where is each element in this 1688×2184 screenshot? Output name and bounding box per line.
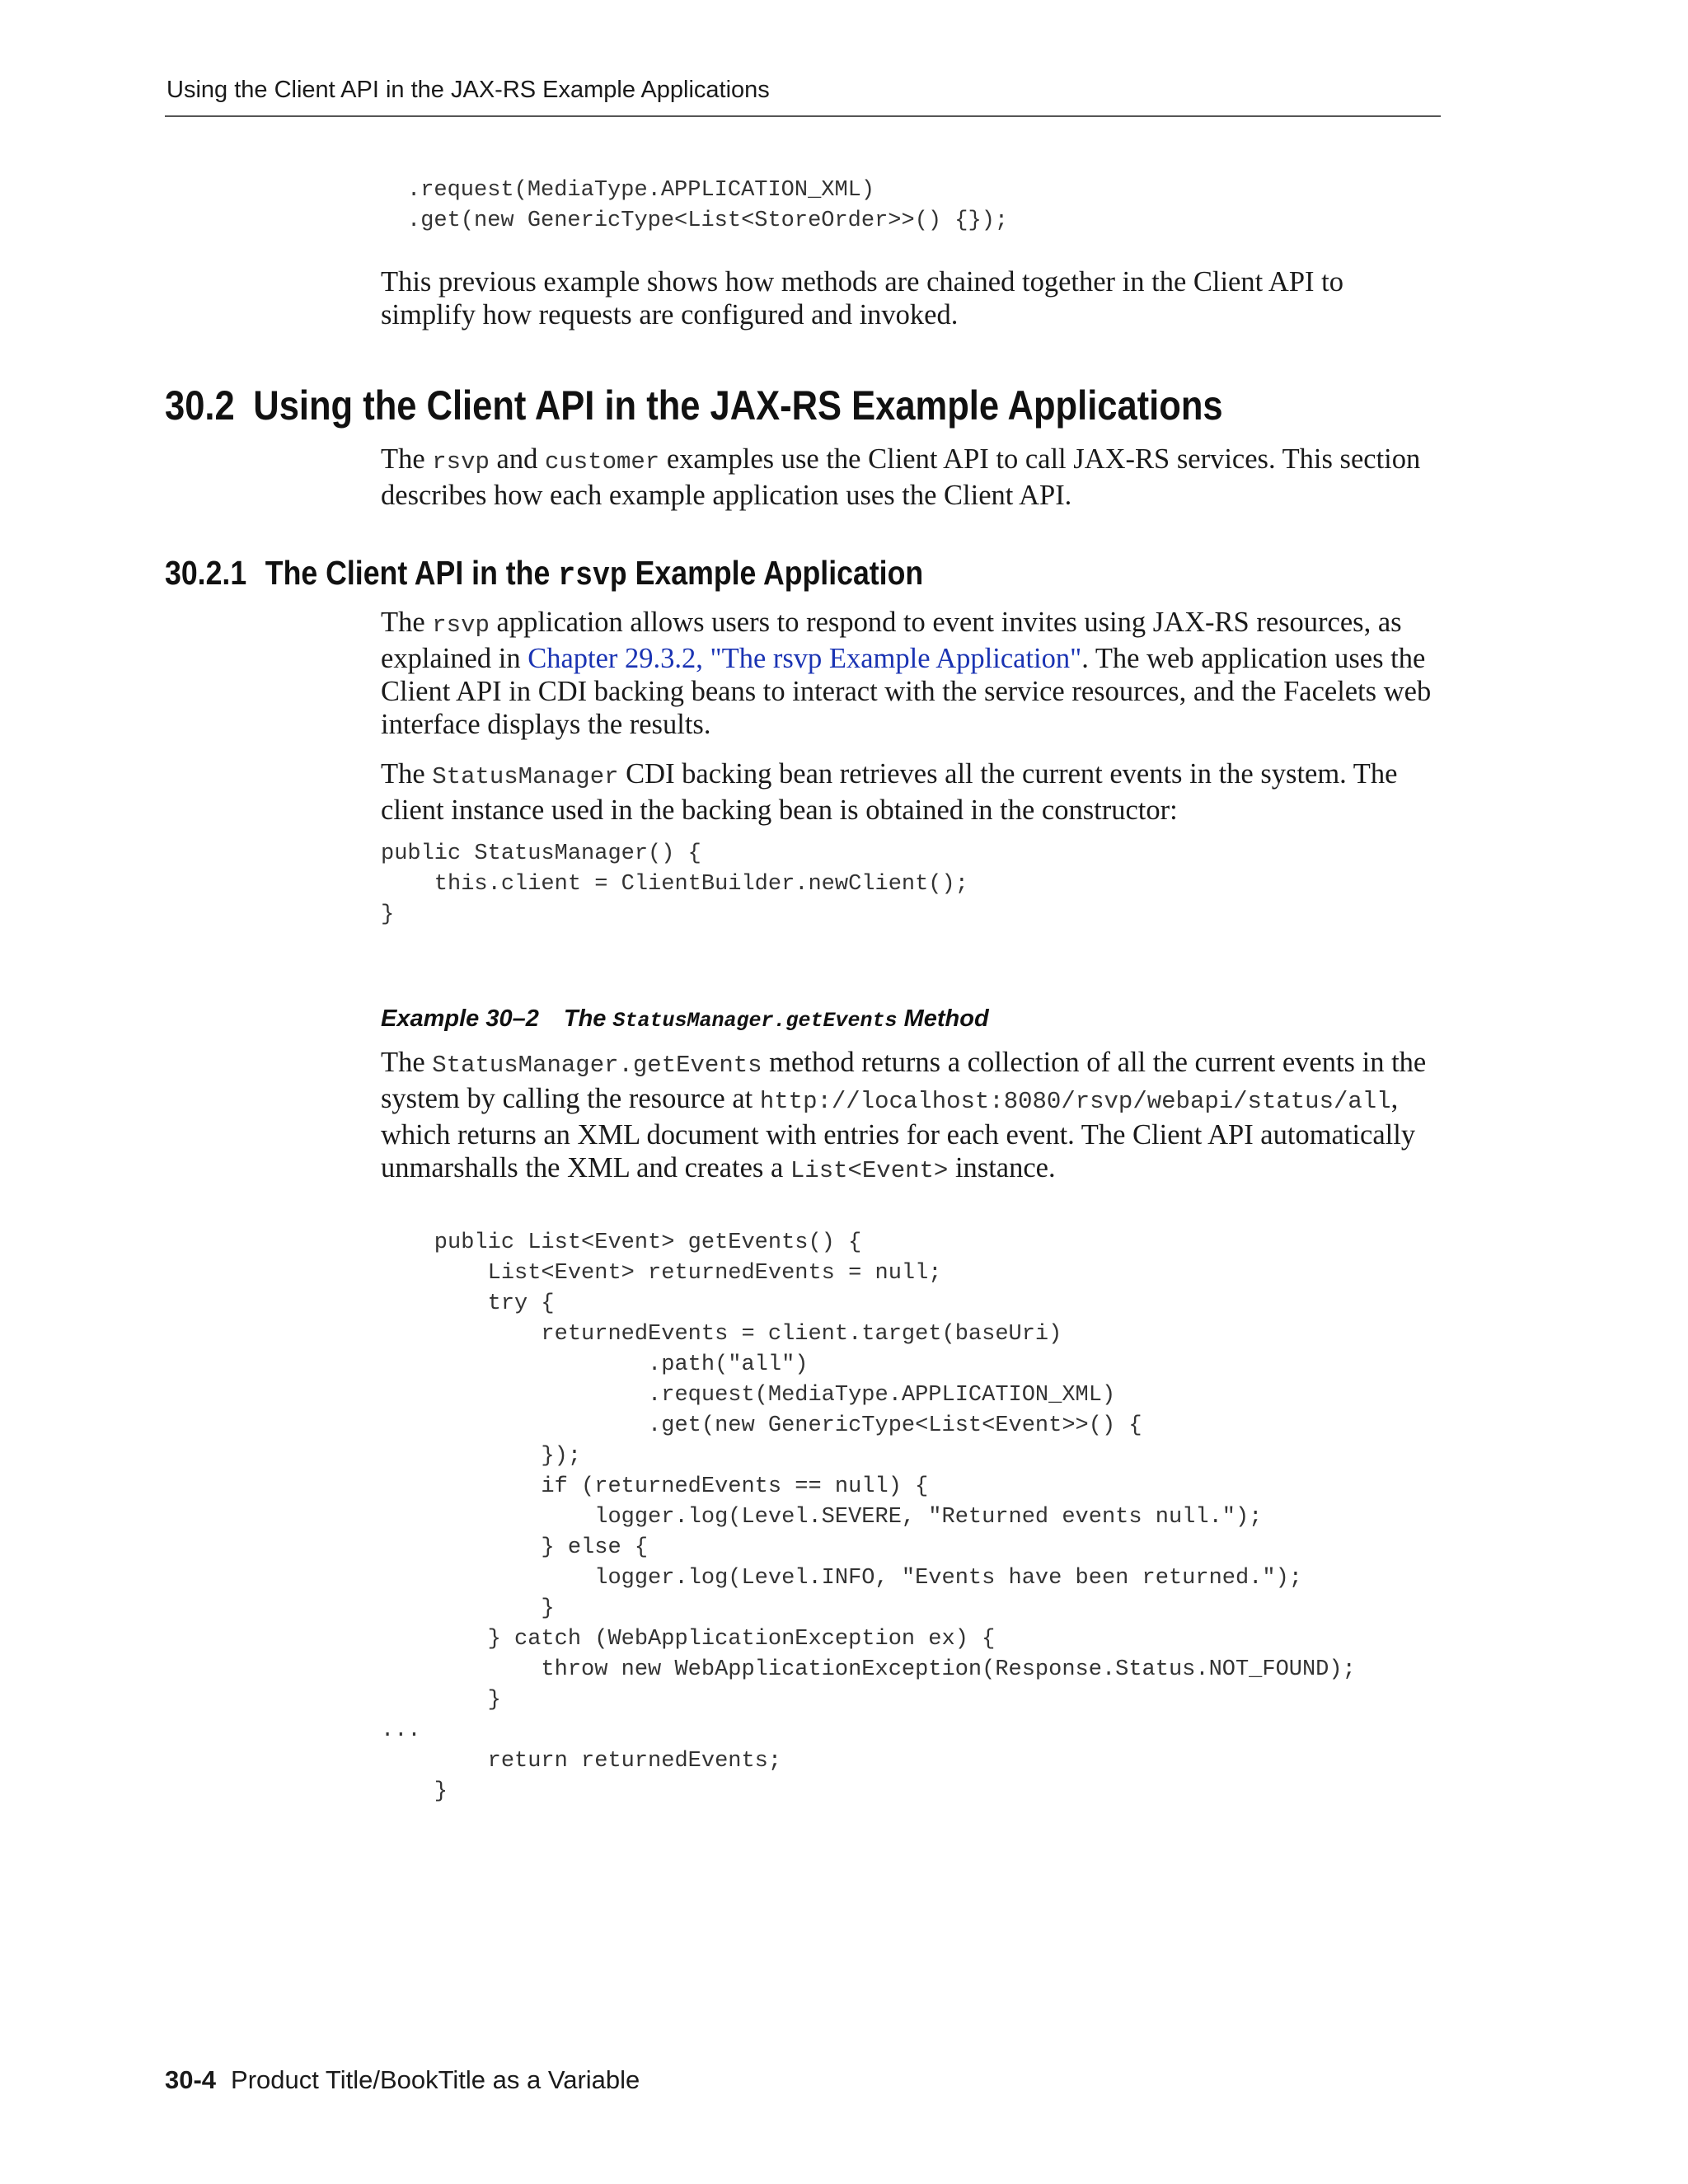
chapter-cross-reference-link[interactable]: Chapter 29.3.2, "The rsvp Example Application" bbox=[528, 643, 1082, 674]
intro-paragraph-wrap bbox=[381, 265, 1444, 331]
page-number: 30-4 bbox=[165, 2065, 217, 2094]
heading-inline-code: rsvp bbox=[558, 558, 627, 595]
section-30-2-1-body bbox=[381, 606, 1444, 827]
getevents-paragraph: The StatusManager.getEvents method returns a collection of all the current events in the system by calling the resource at http://localhost:8080/rsvp/webapi/status/all, which returns an XML document with entries for each event. The Client API automatically unmarshalls the XML and creates a List<Event> instance. bbox=[381, 1047, 1427, 1184]
intro-paragraph: This previous example shows how methods are chained together in the Client API to simplify how requests are configured and invoked. bbox=[381, 266, 1343, 330]
code-block-request-chain: .request(MediaType.APPLICATION_XML) .get(new GenericType<List<StoreOrder>>() {}); bbox=[407, 178, 1009, 233]
section-number: 30.2 bbox=[165, 382, 235, 429]
subsection-number: 30.2.1 bbox=[165, 554, 247, 592]
rsvp-paragraph: The rsvp application allows users to respond to event invites using JAX-RS resources, as explained in Chapter 29.3.2, "The rsvp Example Application". The web application uses the Client API in CDI backing beans to interact with the service resources, and the Facelets web interface displays the results. bbox=[381, 607, 1432, 740]
example-title-code: StatusManager.getEvents bbox=[612, 1009, 898, 1033]
statusmanager-paragraph: The StatusManager CDI backing bean retrieves all the current events in the system. The client instance used in the backing bean is obtained in the constructor: bbox=[381, 758, 1398, 826]
code-block-getevents: public List<Event> getEvents() { List<Event> returnedEvents = null; try { returnedEvents = client.target(baseUri) .path("all") .request(MediaType.APPLICATION_XML) .get(new GenericType<List<Event>>() { }); if (returnedEvents == null) { logger.log(Level.SEVERE, "Returned events null."); } else { logger.log(Level.INFO, "Events have been returned."); } } catch (WebApplicationException ex) { throw new WebApplicationException(Response.Status.NOT_FOUND); } ... return returnedEvents; } bbox=[381, 1230, 1356, 1804]
book-title: Product Title/BookTitle as a Variable bbox=[231, 2065, 640, 2094]
running-header: Using the Client API in the JAX-RS Example Applications bbox=[166, 77, 770, 103]
header-rule bbox=[165, 115, 1441, 117]
code-block-constructor: public StatusManager() { this.client = ClientBuilder.newClient(); } bbox=[381, 841, 968, 927]
section-heading-30-2 bbox=[165, 381, 1223, 430]
section-title: Using the Client API in the JAX-RS Example Applications bbox=[253, 382, 1223, 429]
page-footer bbox=[165, 2065, 640, 2095]
inline-code: rsvp bbox=[432, 612, 490, 639]
inline-code: customer bbox=[544, 448, 660, 476]
example-title: Example 30–2 The StatusManager.getEvents Method bbox=[381, 1005, 989, 1033]
section-heading-30-2-1: 30.2.1 The Client API in the rsvp Example Application bbox=[165, 554, 924, 595]
inline-code: rsvp bbox=[432, 448, 490, 476]
example-label: Example 30–2 bbox=[381, 1005, 539, 1032]
inline-code: StatusManager.getEvents bbox=[432, 1052, 762, 1079]
section-30-2-body bbox=[381, 443, 1444, 512]
inline-code-url: http://localhost:8080/rsvp/webapi/status/all bbox=[759, 1088, 1391, 1115]
inline-code: StatusManager bbox=[432, 763, 619, 790]
example-body bbox=[381, 1046, 1444, 1188]
inline-code: List<Event> bbox=[790, 1157, 949, 1184]
section-30-2-paragraph: The rsvp and customer examples use the Client API to call JAX-RS services. This section describes how each example application uses the Client API. bbox=[381, 443, 1421, 511]
